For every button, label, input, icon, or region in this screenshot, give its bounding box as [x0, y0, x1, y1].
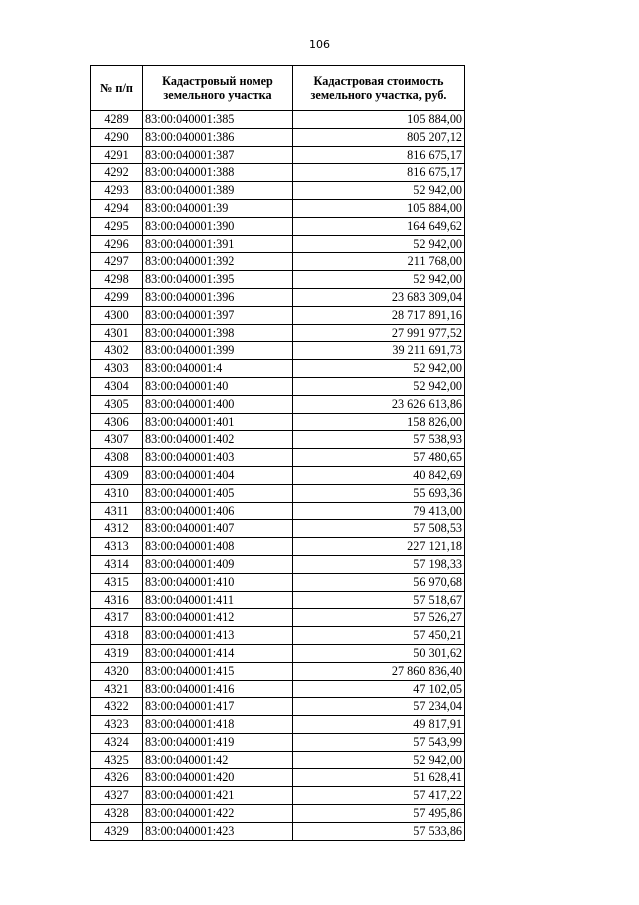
cadastral-value-cell: 23 626 613,86 — [293, 395, 465, 413]
row-number: 4314 — [91, 555, 143, 573]
cadastral-number-cell: 83:00:040001:414 — [143, 644, 293, 662]
table-row — [91, 769, 465, 787]
cadastral-value-cell: 52 942,00 — [293, 360, 465, 378]
cadastral-value-cell: 52 942,00 — [293, 235, 465, 253]
table-row — [91, 751, 465, 769]
cadastral-value-cell: 105 884,00 — [293, 111, 465, 129]
cadastral-value-cell: 79 413,00 — [293, 502, 465, 520]
cadastral-number-cell: 83:00:040001:403 — [143, 449, 293, 467]
page-number: 106 — [309, 38, 330, 51]
row-number: 4297 — [91, 253, 143, 271]
row-number: 4305 — [91, 395, 143, 413]
row-number: 4294 — [91, 199, 143, 217]
table-row — [91, 822, 465, 840]
cadastral-value-cell: 57 543,99 — [293, 733, 465, 751]
cadastral-value-cell: 40 842,69 — [293, 466, 465, 484]
table-row — [91, 538, 465, 556]
cadastral-value-cell: 56 970,68 — [293, 573, 465, 591]
cadastral-value-cell: 23 683 309,04 — [293, 288, 465, 306]
cadastral-number-cell: 83:00:040001:397 — [143, 306, 293, 324]
row-number: 4318 — [91, 627, 143, 645]
cadastral-number-cell: 83:00:040001:405 — [143, 484, 293, 502]
row-number: 4298 — [91, 271, 143, 289]
row-number: 4308 — [91, 449, 143, 467]
row-number: 4325 — [91, 751, 143, 769]
cadastral-number-cell: 83:00:040001:398 — [143, 324, 293, 342]
table-row — [91, 484, 465, 502]
table-row — [91, 395, 465, 413]
cadastral-value-cell: 52 942,00 — [293, 271, 465, 289]
table-row — [91, 520, 465, 538]
table-row — [91, 662, 465, 680]
row-number: 4304 — [91, 377, 143, 395]
table-row — [91, 466, 465, 484]
row-number: 4290 — [91, 128, 143, 146]
cadastral-value-cell: 57 234,04 — [293, 698, 465, 716]
cadastral-value-cell: 57 495,86 — [293, 805, 465, 823]
table-row — [91, 199, 465, 217]
cadastral-number-cell: 83:00:040001:407 — [143, 520, 293, 538]
header-cadastral-value: Кадастровая стоимость земельного участка, руб. — [293, 66, 465, 111]
cadastral-value-cell: 805 207,12 — [293, 128, 465, 146]
cadastral-value-cell: 57 450,21 — [293, 627, 465, 645]
row-number: 4311 — [91, 502, 143, 520]
table-row — [91, 111, 465, 129]
table-row — [91, 698, 465, 716]
row-number: 4319 — [91, 644, 143, 662]
row-number: 4295 — [91, 217, 143, 235]
cadastral-value-cell: 57 526,27 — [293, 609, 465, 627]
cadastral-number-cell: 83:00:040001:4 — [143, 360, 293, 378]
cadastral-number-cell: 83:00:040001:400 — [143, 395, 293, 413]
table-row — [91, 627, 465, 645]
cadastral-value-cell: 57 417,22 — [293, 787, 465, 805]
cadastral-number-cell: 83:00:040001:422 — [143, 805, 293, 823]
table-row — [91, 306, 465, 324]
cadastral-number-cell: 83:00:040001:423 — [143, 822, 293, 840]
row-number: 4293 — [91, 182, 143, 200]
cadastral-number-cell: 83:00:040001:386 — [143, 128, 293, 146]
cadastral-value-cell: 105 884,00 — [293, 199, 465, 217]
table-row — [91, 271, 465, 289]
table-row — [91, 146, 465, 164]
cadastral-number-cell: 83:00:040001:409 — [143, 555, 293, 573]
table-row — [91, 253, 465, 271]
cadastral-number-cell: 83:00:040001:408 — [143, 538, 293, 556]
table-row — [91, 716, 465, 734]
row-number: 4300 — [91, 306, 143, 324]
table-row — [91, 235, 465, 253]
cadastral-table — [90, 65, 465, 841]
cadastral-number-cell: 83:00:040001:418 — [143, 716, 293, 734]
cadastral-number-cell: 83:00:040001:413 — [143, 627, 293, 645]
row-number: 4306 — [91, 413, 143, 431]
cadastral-value-cell: 164 649,62 — [293, 217, 465, 235]
cadastral-value-cell: 47 102,05 — [293, 680, 465, 698]
cadastral-number-cell: 83:00:040001:399 — [143, 342, 293, 360]
table-row — [91, 288, 465, 306]
table-row — [91, 377, 465, 395]
row-number: 4321 — [91, 680, 143, 698]
cadastral-value-cell: 51 628,41 — [293, 769, 465, 787]
cadastral-value-cell: 57 480,65 — [293, 449, 465, 467]
cadastral-value-cell: 49 817,91 — [293, 716, 465, 734]
cadastral-number-cell: 83:00:040001:395 — [143, 271, 293, 289]
cadastral-number-cell: 83:00:040001:401 — [143, 413, 293, 431]
cadastral-number-cell: 83:00:040001:412 — [143, 609, 293, 627]
cadastral-number-cell: 83:00:040001:39 — [143, 199, 293, 217]
cadastral-number-cell: 83:00:040001:40 — [143, 377, 293, 395]
cadastral-number-cell: 83:00:040001:404 — [143, 466, 293, 484]
cadastral-value-cell: 39 211 691,73 — [293, 342, 465, 360]
cadastral-value-cell: 27 991 977,52 — [293, 324, 465, 342]
cadastral-value-cell: 52 942,00 — [293, 751, 465, 769]
row-number: 4289 — [91, 111, 143, 129]
table-row — [91, 733, 465, 751]
table-row — [91, 787, 465, 805]
row-number: 4313 — [91, 538, 143, 556]
table-row — [91, 217, 465, 235]
cadastral-number-cell: 83:00:040001:391 — [143, 235, 293, 253]
cadastral-value-cell: 57 508,53 — [293, 520, 465, 538]
cadastral-number-cell: 83:00:040001:420 — [143, 769, 293, 787]
cadastral-value-cell: 816 675,17 — [293, 146, 465, 164]
table-row — [91, 591, 465, 609]
row-number: 4317 — [91, 609, 143, 627]
row-number: 4303 — [91, 360, 143, 378]
table-row — [91, 609, 465, 627]
cadastral-number-cell: 83:00:040001:388 — [143, 164, 293, 182]
row-number: 4307 — [91, 431, 143, 449]
cadastral-number-cell: 83:00:040001:390 — [143, 217, 293, 235]
cadastral-number-cell: 83:00:040001:406 — [143, 502, 293, 520]
row-number: 4299 — [91, 288, 143, 306]
header-num: № п/п — [91, 66, 143, 111]
cadastral-number-cell: 83:00:040001:416 — [143, 680, 293, 698]
table-row — [91, 555, 465, 573]
cadastral-value-cell: 158 826,00 — [293, 413, 465, 431]
cadastral-number-cell: 83:00:040001:392 — [143, 253, 293, 271]
cadastral-number-cell: 83:00:040001:421 — [143, 787, 293, 805]
cadastral-value-cell: 57 533,86 — [293, 822, 465, 840]
row-number: 4326 — [91, 769, 143, 787]
cadastral-value-cell: 211 768,00 — [293, 253, 465, 271]
cadastral-value-cell: 27 860 836,40 — [293, 662, 465, 680]
table-row — [91, 680, 465, 698]
cadastral-value-cell: 227 121,18 — [293, 538, 465, 556]
table-row — [91, 805, 465, 823]
row-number: 4316 — [91, 591, 143, 609]
row-number: 4323 — [91, 716, 143, 734]
row-number: 4302 — [91, 342, 143, 360]
row-number: 4310 — [91, 484, 143, 502]
cadastral-value-cell: 57 198,33 — [293, 555, 465, 573]
cadastral-number-cell: 83:00:040001:419 — [143, 733, 293, 751]
cadastral-number-cell: 83:00:040001:410 — [143, 573, 293, 591]
table-row — [91, 431, 465, 449]
cadastral-value-cell: 52 942,00 — [293, 182, 465, 200]
cadastral-value-cell: 816 675,17 — [293, 164, 465, 182]
row-number: 4309 — [91, 466, 143, 484]
table-row — [91, 342, 465, 360]
table-header-row — [91, 66, 465, 111]
table-row — [91, 164, 465, 182]
cadastral-number-cell: 83:00:040001:42 — [143, 751, 293, 769]
cadastral-value-cell: 28 717 891,16 — [293, 306, 465, 324]
cadastral-value-cell: 50 301,62 — [293, 644, 465, 662]
table-row — [91, 360, 465, 378]
row-number: 4292 — [91, 164, 143, 182]
table-row — [91, 573, 465, 591]
cadastral-value-cell: 57 518,67 — [293, 591, 465, 609]
table-row — [91, 324, 465, 342]
row-number: 4328 — [91, 805, 143, 823]
cadastral-value-cell: 52 942,00 — [293, 377, 465, 395]
row-number: 4315 — [91, 573, 143, 591]
row-number: 4327 — [91, 787, 143, 805]
table-row — [91, 502, 465, 520]
row-number: 4312 — [91, 520, 143, 538]
cadastral-number-cell: 83:00:040001:417 — [143, 698, 293, 716]
table-row — [91, 182, 465, 200]
cadastral-number-cell: 83:00:040001:387 — [143, 146, 293, 164]
cadastral-number-cell: 83:00:040001:385 — [143, 111, 293, 129]
cadastral-value-cell: 57 538,93 — [293, 431, 465, 449]
cadastral-number-cell: 83:00:040001:411 — [143, 591, 293, 609]
row-number: 4322 — [91, 698, 143, 716]
table-row — [91, 644, 465, 662]
cadastral-number-cell: 83:00:040001:402 — [143, 431, 293, 449]
row-number: 4320 — [91, 662, 143, 680]
table-row — [91, 413, 465, 431]
table-row — [91, 128, 465, 146]
table-body — [91, 111, 465, 841]
row-number: 4324 — [91, 733, 143, 751]
row-number: 4301 — [91, 324, 143, 342]
row-number: 4291 — [91, 146, 143, 164]
table-row — [91, 449, 465, 467]
cadastral-number-cell: 83:00:040001:389 — [143, 182, 293, 200]
cadastral-number-cell: 83:00:040001:396 — [143, 288, 293, 306]
cadastral-value-cell: 55 693,36 — [293, 484, 465, 502]
row-number: 4296 — [91, 235, 143, 253]
row-number: 4329 — [91, 822, 143, 840]
cadastral-number-cell: 83:00:040001:415 — [143, 662, 293, 680]
header-cadastral-number: Кадастровый номер земельного участка — [143, 66, 293, 111]
